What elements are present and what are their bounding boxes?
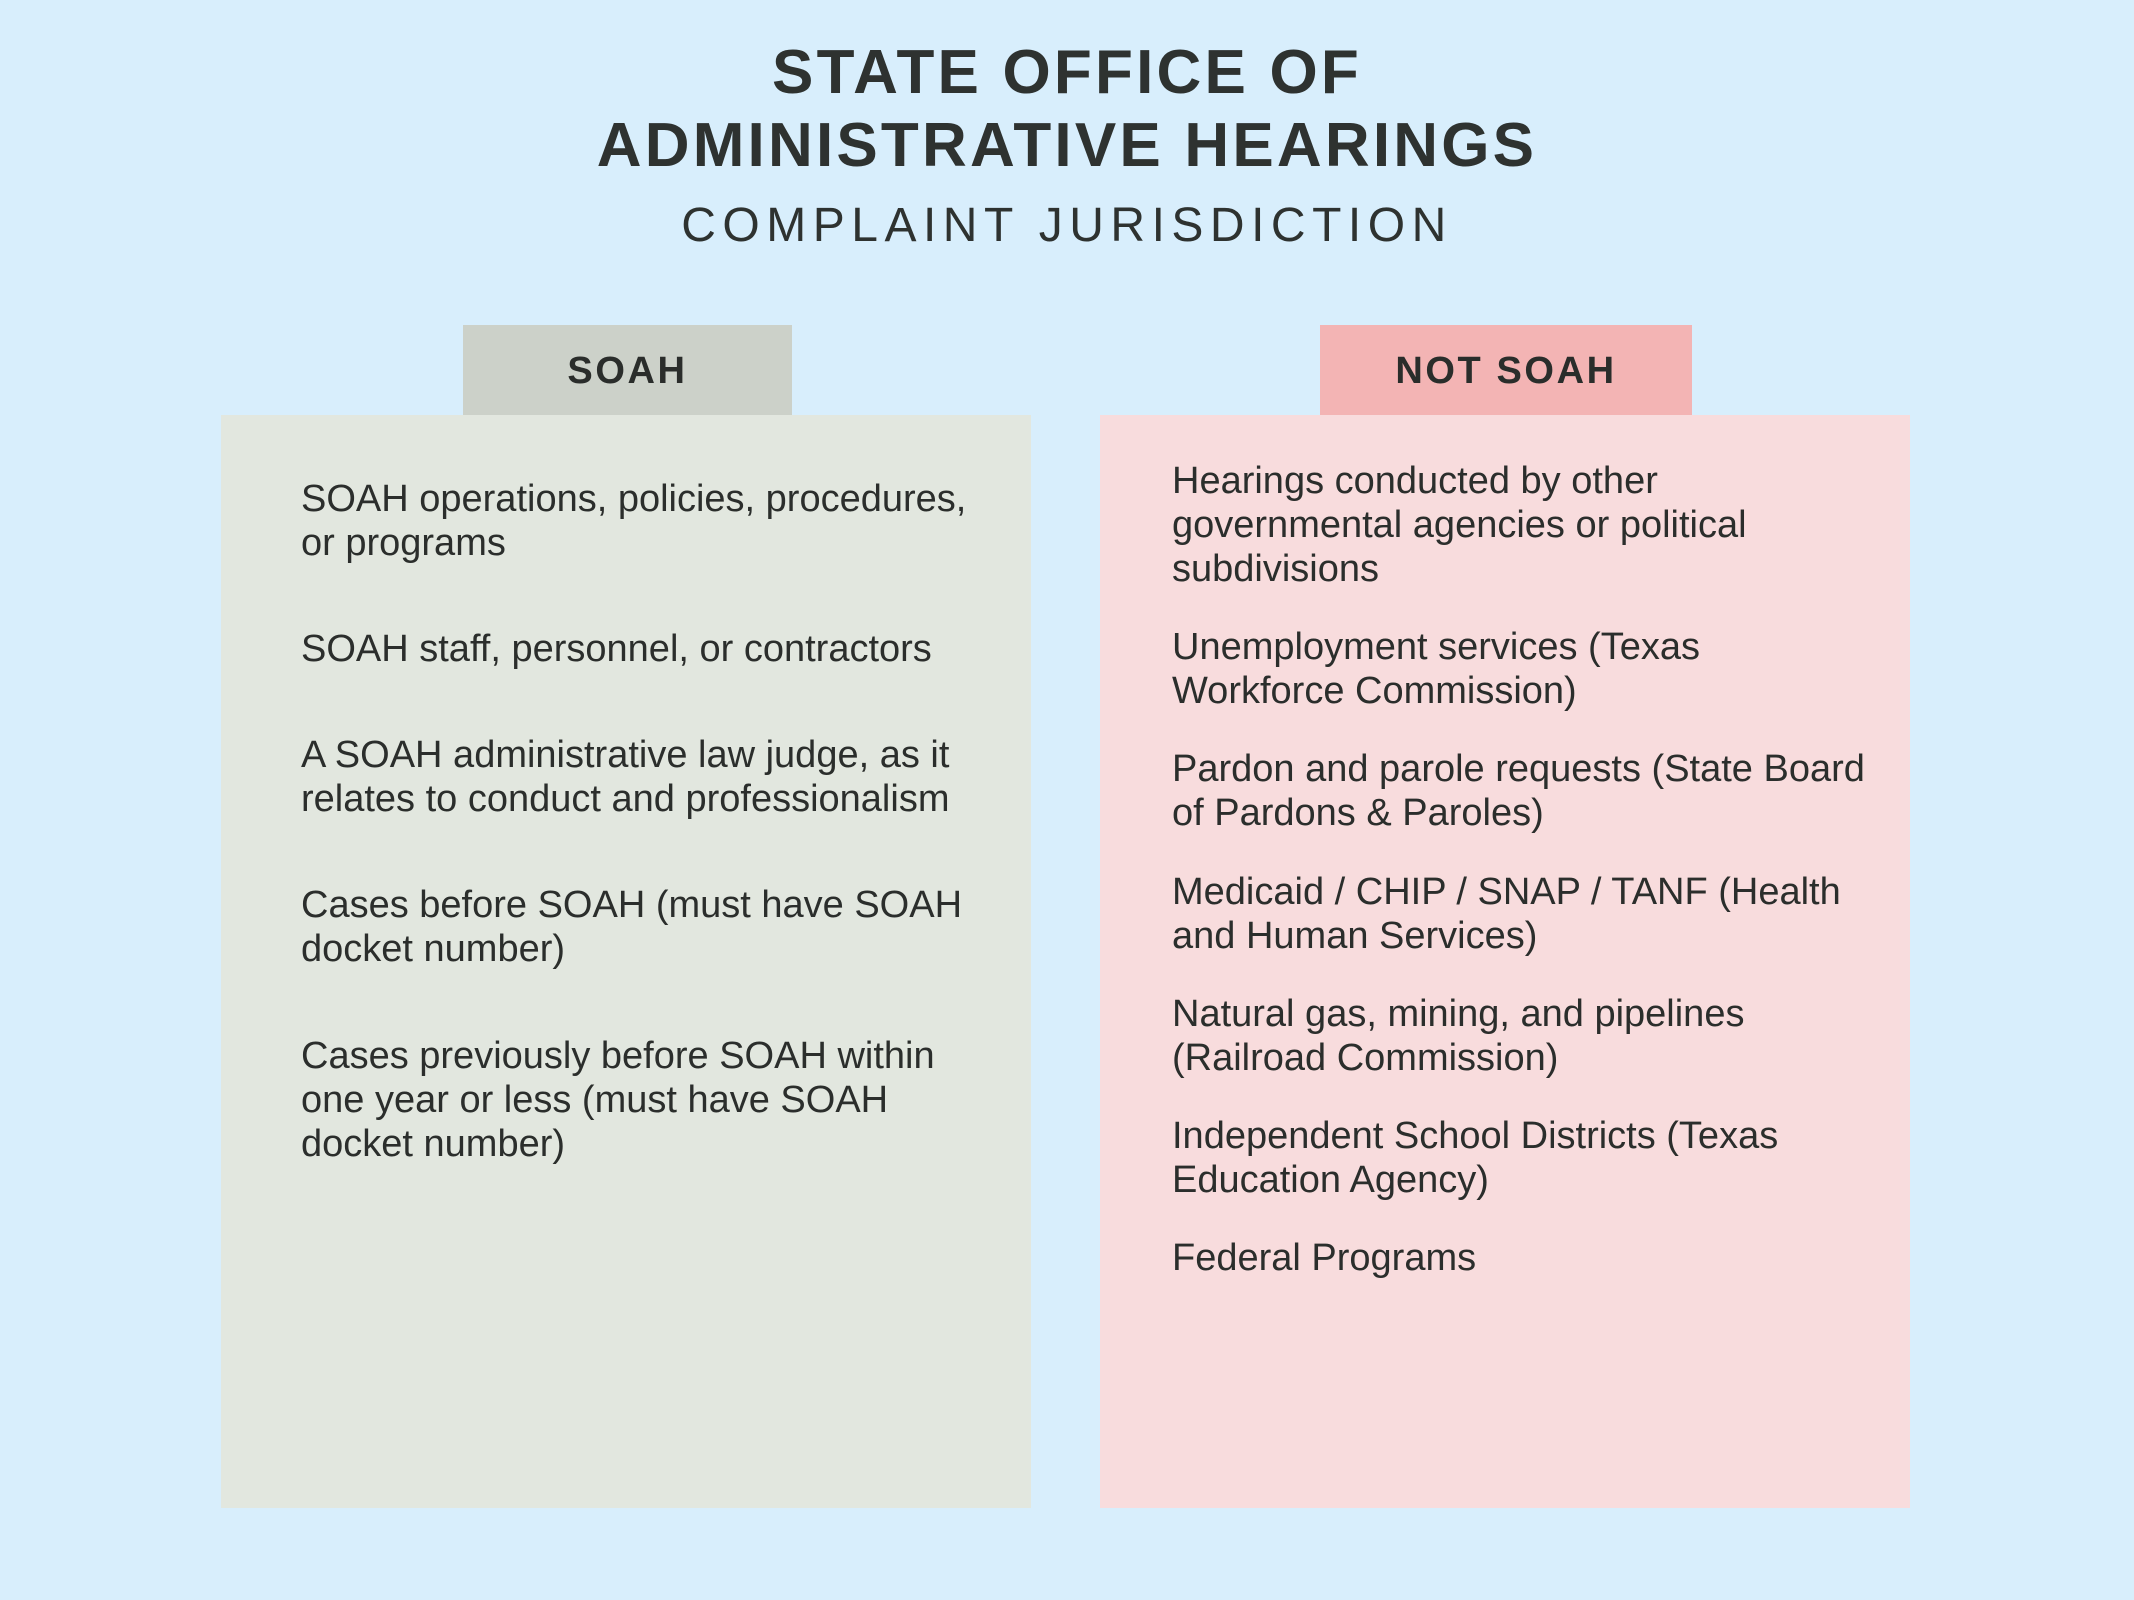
list-item: Independent School Districts (Texas Education Agency) <box>1172 1114 1779 1201</box>
list-item: Natural gas, mining, and pipelines (Railroad Commission) <box>1172 992 1745 1079</box>
list-item: Federal Programs <box>1172 1237 1477 1280</box>
list-item: Cases before SOAH (must have SOAH docket number) <box>301 884 963 971</box>
list-item: SOAH staff, personnel, or contractors <box>301 628 932 671</box>
list-item: A SOAH administrative law judge, as it relates to conduct and professionalism <box>301 734 950 821</box>
panel-soah <box>221 415 1031 1508</box>
list-item: Cases previously before SOAH within one year or less (must have SOAH docket number) <box>301 1034 935 1165</box>
list-item: Pardon and parole requests (State Board of Pardons & Paroles) <box>1172 748 1865 835</box>
column-header-not-soah <box>1320 325 1692 418</box>
list-item: Hearings conducted by other governmental agencies or political subdivisions <box>1172 460 1747 591</box>
page-title-line-2: ADMINISTRATIVE HEARINGS <box>596 111 1538 181</box>
list-item: Medicaid / CHIP / SNAP / TANF (Health and Human Services) <box>1172 870 1841 957</box>
column-header-soah-label: SOAH <box>567 350 688 392</box>
column-header-not-soah-label: NOT SOAH <box>1395 350 1617 392</box>
page-title-line-1: STATE OFFICE OF <box>772 38 1362 107</box>
page-subtitle: COMPLAINT JURISDICTION <box>681 199 1453 253</box>
column-header-soah <box>463 325 792 418</box>
page-header <box>0 0 2134 259</box>
panel-not-soah <box>1100 415 1910 1508</box>
list-item: Unemployment services (Texas Workforce Commission) <box>1172 626 1700 713</box>
list-item: SOAH operations, policies, procedures, or programs <box>301 478 967 565</box>
